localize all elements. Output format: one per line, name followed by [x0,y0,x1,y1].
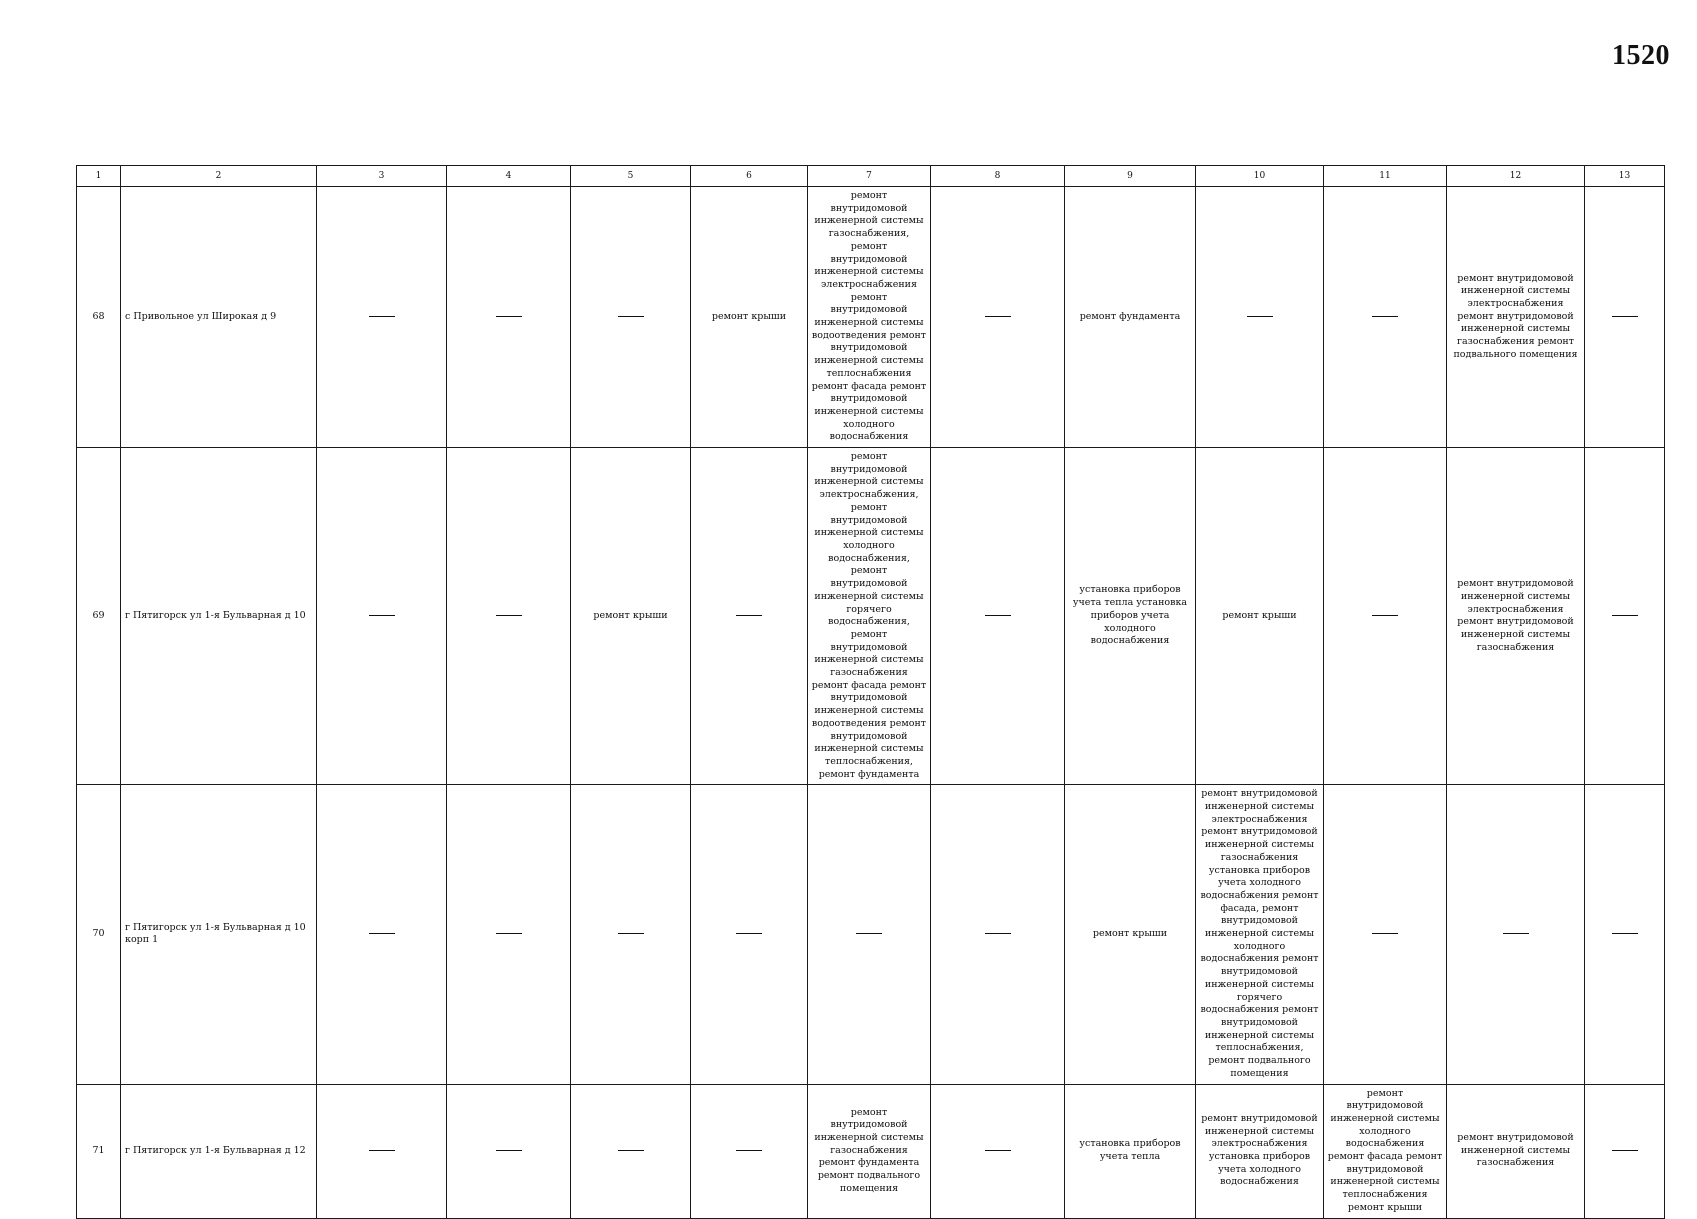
table-cell-empty [571,187,691,448]
table-row [77,187,1665,448]
dash-mark [618,933,644,934]
column-number-7: 7 [808,166,931,187]
dash-mark [1372,615,1398,616]
table-cell-empty [317,785,447,1084]
dash-mark [618,1150,644,1151]
table-cell-empty [1324,448,1447,785]
address-cell: г Пятигорск ул 1-я Бульварная д 10 [121,448,317,785]
work-type-cell: ремонт крыши [691,187,808,448]
table-cell-empty [317,1084,447,1218]
work-type-cell: ремонт внутридомовой инженерной системы холодного водоснабжения ремонт фасада ремонт внутридомовой инженерной системы теплоснабжения ремонт крыши [1324,1084,1447,1218]
column-number-5: 5 [571,166,691,187]
dash-mark [856,933,882,934]
table-cell-empty [571,785,691,1084]
table-header [77,166,1665,187]
dash-mark [1503,933,1529,934]
address-cell: г Пятигорск ул 1-я Бульварная д 10 корп 1 [121,785,317,1084]
dash-mark [1612,615,1638,616]
dash-mark [1612,316,1638,317]
dash-mark [369,316,395,317]
column-number-2: 2 [121,166,317,187]
dash-mark [618,316,644,317]
work-type-cell: ремонт внутридомовой инженерной системы электроснабжения ремонт внутридомовой инженерной системы газоснабжения [1447,448,1585,785]
table-cell-empty [1324,785,1447,1084]
column-number-11: 11 [1324,166,1447,187]
dash-mark [985,1150,1011,1151]
table-cell-empty [1585,785,1665,1084]
table-cell-empty [447,1084,571,1218]
repair-schedule-table [76,165,1665,1219]
table-cell-empty [1585,187,1665,448]
table-row [77,785,1665,1084]
table-cell-empty [691,448,808,785]
column-number-6: 6 [691,166,808,187]
table-row [77,448,1665,785]
dash-mark [985,933,1011,934]
dash-mark [1372,316,1398,317]
work-type-cell: ремонт внутридомовой инженерной системы газоснабжения ремонт фундамента ремонт подвального помещения [808,1084,931,1218]
table-cell-empty [691,785,808,1084]
work-type-cell: ремонт крыши [1065,785,1196,1084]
dash-mark [369,933,395,934]
table-cell-empty [808,785,931,1084]
table-cell-empty [1585,448,1665,785]
work-type-cell: ремонт крыши [571,448,691,785]
column-number-8: 8 [931,166,1065,187]
table-cell-empty [447,785,571,1084]
dash-mark [369,1150,395,1151]
column-number-12: 12 [1447,166,1585,187]
table-cell-empty [317,448,447,785]
dash-mark [1612,1150,1638,1151]
dash-mark [496,933,522,934]
table-cell-empty [931,785,1065,1084]
work-type-cell: ремонт фундамента [1065,187,1196,448]
table-cell-empty [931,448,1065,785]
dash-mark [1247,316,1273,317]
address-cell: г Пятигорск ул 1-я Бульварная д 12 [121,1084,317,1218]
row-number-cell: 71 [77,1084,121,1218]
work-type-cell: установка приборов учета тепла установка приборов учета холодного водоснабжения [1065,448,1196,785]
table-row [77,1084,1665,1218]
column-number-3: 3 [317,166,447,187]
address-cell: с Привольное ул Широкая д 9 [121,187,317,448]
page-number: 1520 [1612,40,1670,71]
table-cell-empty [931,1084,1065,1218]
row-number-cell: 68 [77,187,121,448]
dash-mark [736,933,762,934]
table-cell-empty [447,448,571,785]
dash-mark [369,615,395,616]
dash-mark [985,615,1011,616]
table-cell-empty [1196,187,1324,448]
row-number-cell: 69 [77,448,121,785]
dash-mark [496,615,522,616]
column-number-9: 9 [1065,166,1196,187]
work-type-cell: ремонт крыши [1196,448,1324,785]
table-cell-empty [317,187,447,448]
table-body [77,187,1665,1219]
table-cell-empty [931,187,1065,448]
dash-mark [736,1150,762,1151]
header-row [77,166,1665,187]
work-type-cell: ремонт внутридомовой инженерной системы электроснабжения ремонт внутридомовой инженерной системы газоснабжения установка приборов учета холодного водоснабжения ремонт фасада, ремонт внутридомовой инженерной системы холодного водоснабжения ремонт внутридомовой инженерной системы горячего водоснабжения ремонт внутридомовой инженерной системы теплоснабжения, ремонт подвального помещения [1196,785,1324,1084]
dash-mark [496,316,522,317]
table-cell-empty [571,1084,691,1218]
column-number-1: 1 [77,166,121,187]
row-number-cell: 70 [77,785,121,1084]
column-number-4: 4 [447,166,571,187]
column-number-10: 10 [1196,166,1324,187]
table-cell-empty [447,187,571,448]
dash-mark [1372,933,1398,934]
work-type-cell: установка приборов учета тепла [1065,1084,1196,1218]
work-type-cell: ремонт внутридомовой инженерной системы газоснабжения [1447,1084,1585,1218]
dash-mark [496,1150,522,1151]
table-cell-empty [691,1084,808,1218]
work-type-cell: ремонт внутридомовой инженерной системы электроснабжения установка приборов учета холодного водоснабжения [1196,1084,1324,1218]
table-cell-empty [1324,187,1447,448]
work-type-cell: ремонт внутридомовой инженерной системы электроснабжения ремонт внутридомовой инженерной системы газоснабжения ремонт подвального помещения [1447,187,1585,448]
table-cell-empty [1447,785,1585,1084]
dash-mark [736,615,762,616]
column-number-13: 13 [1585,166,1665,187]
work-type-cell: ремонт внутридомовой инженерной системы электроснабжения, ремонт внутридомовой инженерной системы холодного водоснабжения, ремонт внутридомовой инженерной системы горячего водоснабжения, ремонт внутридомовой инженерной системы газоснабжения ремонт фасада ремонт внутридомовой инженерной системы водоотведения ремонт внутридомовой инженерной системы теплоснабжения, ремонт фундамента [808,448,931,785]
dash-mark [1612,933,1638,934]
work-type-cell: ремонт внутридомовой инженерной системы газоснабжения, ремонт внутридомовой инженерной системы электроснабжения ремонт внутридомовой инженерной системы водоотведения ремонт внутридомовой инженерной системы теплоснабжения ремонт фасада ремонт внутридомовой инженерной системы холодного водоснабжения [808,187,931,448]
table-cell-empty [1585,1084,1665,1218]
dash-mark [985,316,1011,317]
